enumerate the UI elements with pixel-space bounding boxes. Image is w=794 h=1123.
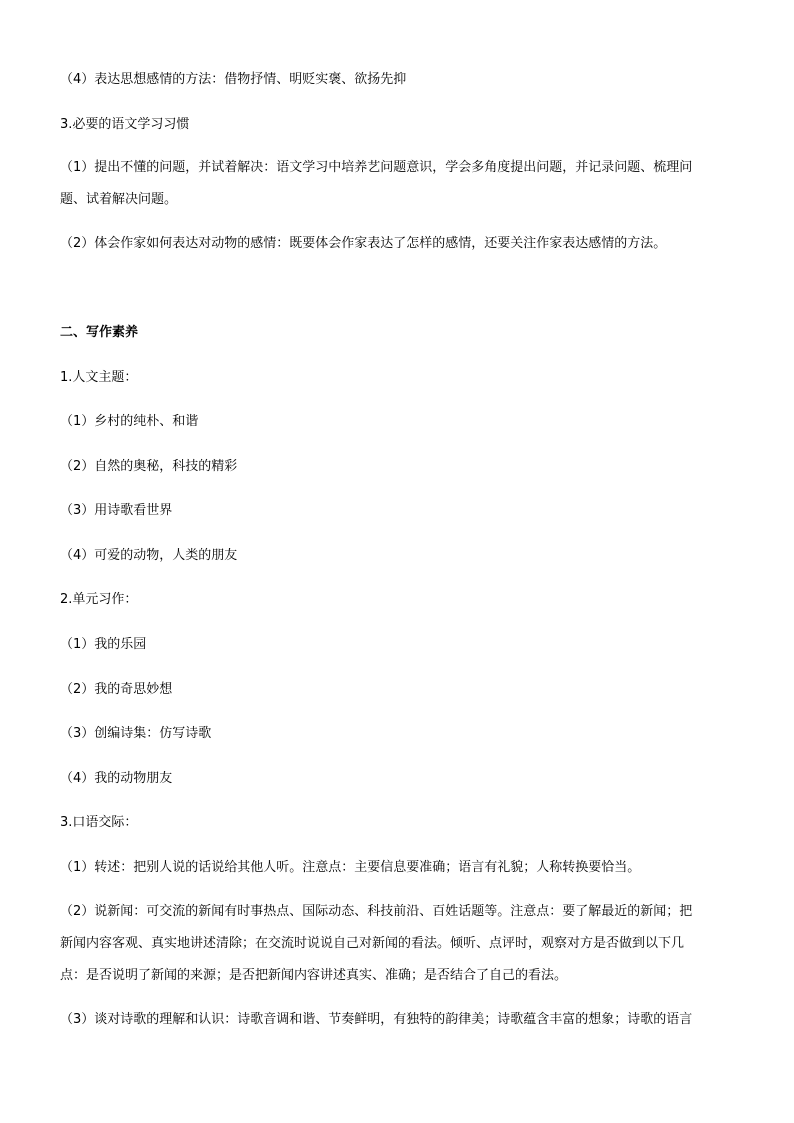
- section-heading: 3.口语交际：: [60, 815, 138, 830]
- section-heading: 3.必要的语文学习习惯: [60, 117, 190, 132]
- text-line: 新闻内容客观、真实地讲述清除；在交流时说说自己对新闻的看法。倾听、点评时，观察对方是否做到以下几: [60, 936, 685, 951]
- chapter-heading: 二、写作素养: [60, 325, 139, 340]
- list-item: （1）乡村的纯朴、和谐: [60, 414, 199, 429]
- list-item: （2）自然的奥秘，科技的精彩: [60, 459, 238, 474]
- list-item: （3）用诗歌看世界: [60, 503, 173, 518]
- text-line: （2）说新闻：可交流的新闻有时事热点、国际动态、科技前沿、百姓话题等。注意点：要了解最近的新闻；把: [60, 904, 693, 919]
- list-item: （3）创编诗集：仿写诗歌: [60, 726, 212, 741]
- text-line: （3）谈对诗歌的理解和认识：诗歌音调和谐、节奏鲜明，有独特的韵律美；诗歌蕴含丰富的想象；诗歌的语言: [60, 1012, 693, 1027]
- text-line: 题、试着解决问题。: [60, 192, 178, 207]
- text-line: （4）表达思想感情的方法：借物抒情、明贬实褒、欲扬先抑: [60, 72, 407, 87]
- list-item: （4）可爱的动物，人类的朋友: [60, 548, 238, 563]
- section-heading: 1.人文主题：: [60, 370, 138, 385]
- text-line: 点：是否说明了新闻的来源；是否把新闻内容讲述真实、准确；是否结合了自己的看法。: [60, 968, 568, 983]
- list-item: （1）我的乐园: [60, 637, 147, 652]
- list-item: （4）我的动物朋友: [60, 771, 173, 786]
- list-item: （2）我的奇思妙想: [60, 682, 173, 697]
- text-line: （2）体会作家如何表达对动物的感情：既要体会作家表达了怎样的感情，还要关注作家表达感情的方法。: [60, 236, 667, 251]
- text-line: （1）提出不懂的问题，并试着解决：语文学习中培养艺问题意识，学会多角度提出问题，并记录问题、梳理问: [60, 160, 693, 175]
- text-line: （1）转述：把别人说的话说给其他人听。注意点：主要信息要准确；语言有礼貌；人称转换要恰当。: [60, 860, 641, 875]
- section-heading: 2.单元习作：: [60, 592, 138, 607]
